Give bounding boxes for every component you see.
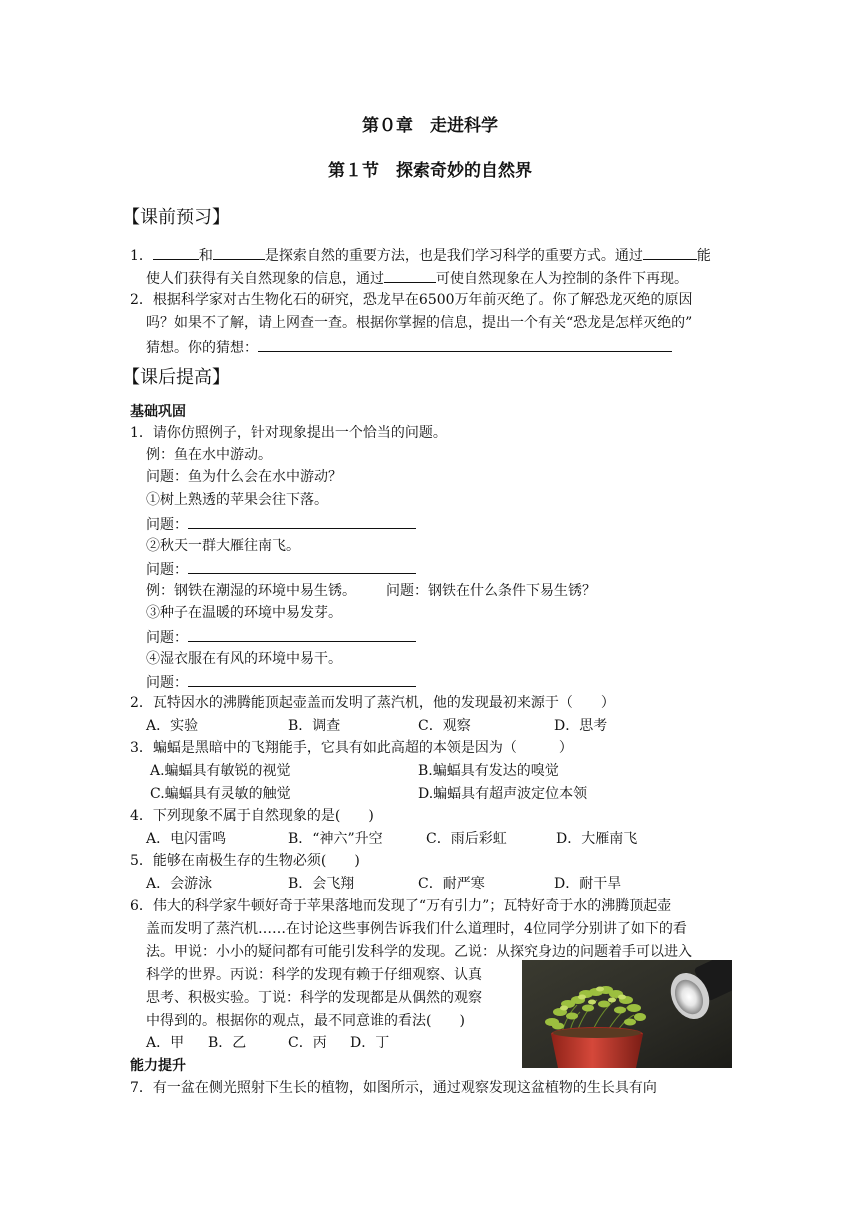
example-1: 例：鱼在水中游动。 (146, 447, 272, 463)
item-4: ④湿衣服在有风的环境中易干。 (146, 651, 342, 667)
option-d[interactable]: D.蝙蝠具有超声波定位本领 (418, 786, 588, 802)
basic-heading: 基础巩固 (130, 404, 186, 420)
option-a[interactable]: A．会游泳 (146, 876, 213, 892)
item-2: ②秋天一群大雁往南飞。 (146, 538, 300, 554)
review-q1-stem: 1．请你仿照例子，针对现象提出一个恰当的问题。 (130, 425, 447, 441)
answer-line[interactable] (188, 513, 416, 529)
preview-q2-line2: 吗？如果不了解，请上网查一查。根据你掌握的信息，提出一个有关“恐龙是怎样灭绝的” (146, 315, 693, 331)
q-text: 能 (696, 248, 711, 264)
preview-q2-line3 (146, 336, 672, 358)
answer-line[interactable] (258, 336, 672, 352)
q-label: 问题： (146, 562, 188, 578)
ability-heading: 能力提升 (130, 1058, 186, 1074)
option-b[interactable]: B．“神六”升空 (288, 831, 383, 847)
option-b[interactable]: B．乙 (208, 1035, 247, 1051)
option-c[interactable]: C．观察 (418, 718, 471, 734)
option-d[interactable]: D．思考 (554, 718, 608, 734)
option-a[interactable]: A．甲 (146, 1035, 185, 1051)
option-d[interactable]: D．丁 (350, 1035, 390, 1051)
option-b[interactable]: B.蝙蝠具有发达的嗅觉 (418, 763, 559, 779)
option-c[interactable]: C．耐严寒 (418, 876, 485, 892)
q-text: 猜想。你的猜想： (146, 340, 258, 356)
review-q2-stem: 2．瓦特因水的沸腾能顶起壶盖而发明了蒸汽机，他的发现最初来源于（ ） (130, 695, 615, 711)
answer-line[interactable] (188, 626, 416, 642)
q-text: 是探索自然的重要方法，也是我们学习科学的重要方式。通过 (264, 248, 643, 264)
q-text: 和 (198, 248, 213, 264)
item-3-answer (146, 626, 416, 648)
example-1-question: 问题：鱼为什么会在水中游动？ (146, 469, 342, 485)
option-d[interactable]: D．耐干旱 (554, 876, 622, 892)
review-q5-stem: 5．能够在南极生存的生物必须( ) (130, 853, 360, 869)
review-q6-line1: 6．伟大的科学家牛顿好奇于苹果落地而发现了“万有引力”；瓦特好奇于水的沸腾顶起壶 (130, 898, 672, 914)
review-heading: 【课后提高】 (122, 367, 230, 388)
option-d[interactable]: D．大雁南飞 (556, 831, 638, 847)
q-number: 1． (130, 248, 153, 264)
review-q3-stem: 3．蝙蝠是黑暗中的飞翔能手，它具有如此高超的本领是因为（ ） (130, 740, 573, 756)
q-label: 问题： (146, 517, 188, 533)
item-3: ③种子在温暖的环境中易发芽。 (146, 605, 342, 621)
option-b[interactable]: B．会飞翔 (288, 876, 355, 892)
option-a[interactable]: A.蝙蝠具有敏锐的视觉 (150, 763, 291, 779)
answer-line[interactable] (188, 671, 416, 687)
review-q6-line4: 科学的世界。丙说：科学的发现有赖于仔细观察、认真 (146, 967, 482, 983)
fill-blank[interactable] (213, 244, 265, 260)
example-2 (146, 581, 596, 601)
review-q6-line3: 法。甲说：小小的疑问都有可能引发科学的发现。乙说：从探究身边的问题着手可以进入 (146, 944, 692, 960)
option-a[interactable]: A．电闪雷鸣 (146, 831, 227, 847)
q-text: 问题：钢铁在什么条件下易生锈？ (386, 583, 596, 599)
q-label: 问题： (146, 630, 188, 646)
fill-blank[interactable] (384, 267, 436, 283)
review-q6-line6: 中得到的。根据你的观点，最不同意谁的看法( ) (146, 1013, 465, 1029)
preview-q1-line1 (130, 244, 711, 266)
plant-under-flashlight-photo (522, 960, 732, 1068)
fill-blank[interactable] (643, 244, 697, 260)
q-text: 可使自然现象在人为控制的条件下再现。 (436, 271, 688, 287)
item-4-answer (146, 671, 416, 693)
item-1-answer (146, 513, 416, 535)
item-1: ①树上熟透的苹果会往下落。 (146, 492, 328, 508)
chapter-title: 第０章 走进科学 (362, 116, 498, 136)
preview-q2-line1: 2．根据科学家对古生物化石的研究，恐龙早在6500万年前灭绝了。你了解恐龙灭绝的原因 (130, 292, 693, 308)
review-q4-stem: 4．下列现象不属于自然现象的是( ) (130, 808, 374, 824)
review-q6-line5: 思考、积极实验。丁说：科学的发现都是从偶然的观察 (146, 990, 482, 1006)
preview-q1-line2 (146, 267, 688, 289)
answer-line[interactable] (188, 558, 416, 574)
option-c[interactable]: C．丙 (288, 1035, 327, 1051)
option-a[interactable]: A．实验 (146, 718, 199, 734)
section-title: 第１节 探索奇妙的自然界 (328, 161, 532, 181)
review-q7-line1: 7．有一盆在侧光照射下生长的植物，如图所示，通过观察发现这盆植物的生长具有向 (130, 1080, 657, 1096)
q-label: 问题： (146, 675, 188, 691)
option-b[interactable]: B．调查 (288, 718, 341, 734)
fill-blank[interactable] (153, 244, 199, 260)
preview-heading: 【课前预习】 (122, 207, 230, 228)
option-c[interactable]: C．雨后彩虹 (426, 831, 507, 847)
q-text: 使人们获得有关自然现象的信息，通过 (146, 271, 384, 287)
option-c[interactable]: C.蝙蝠具有灵敏的触觉 (150, 786, 291, 802)
item-2-answer (146, 558, 416, 580)
review-q6-line2: 盖而发明了蒸汽机……在讨论这些事例告诉我们什么道理时，4位同学分别讲了如下的看 (146, 921, 687, 937)
flowerpot-icon (551, 1027, 643, 1068)
q-text: 例：钢铁在潮湿的环境中易生锈。 (146, 583, 356, 599)
